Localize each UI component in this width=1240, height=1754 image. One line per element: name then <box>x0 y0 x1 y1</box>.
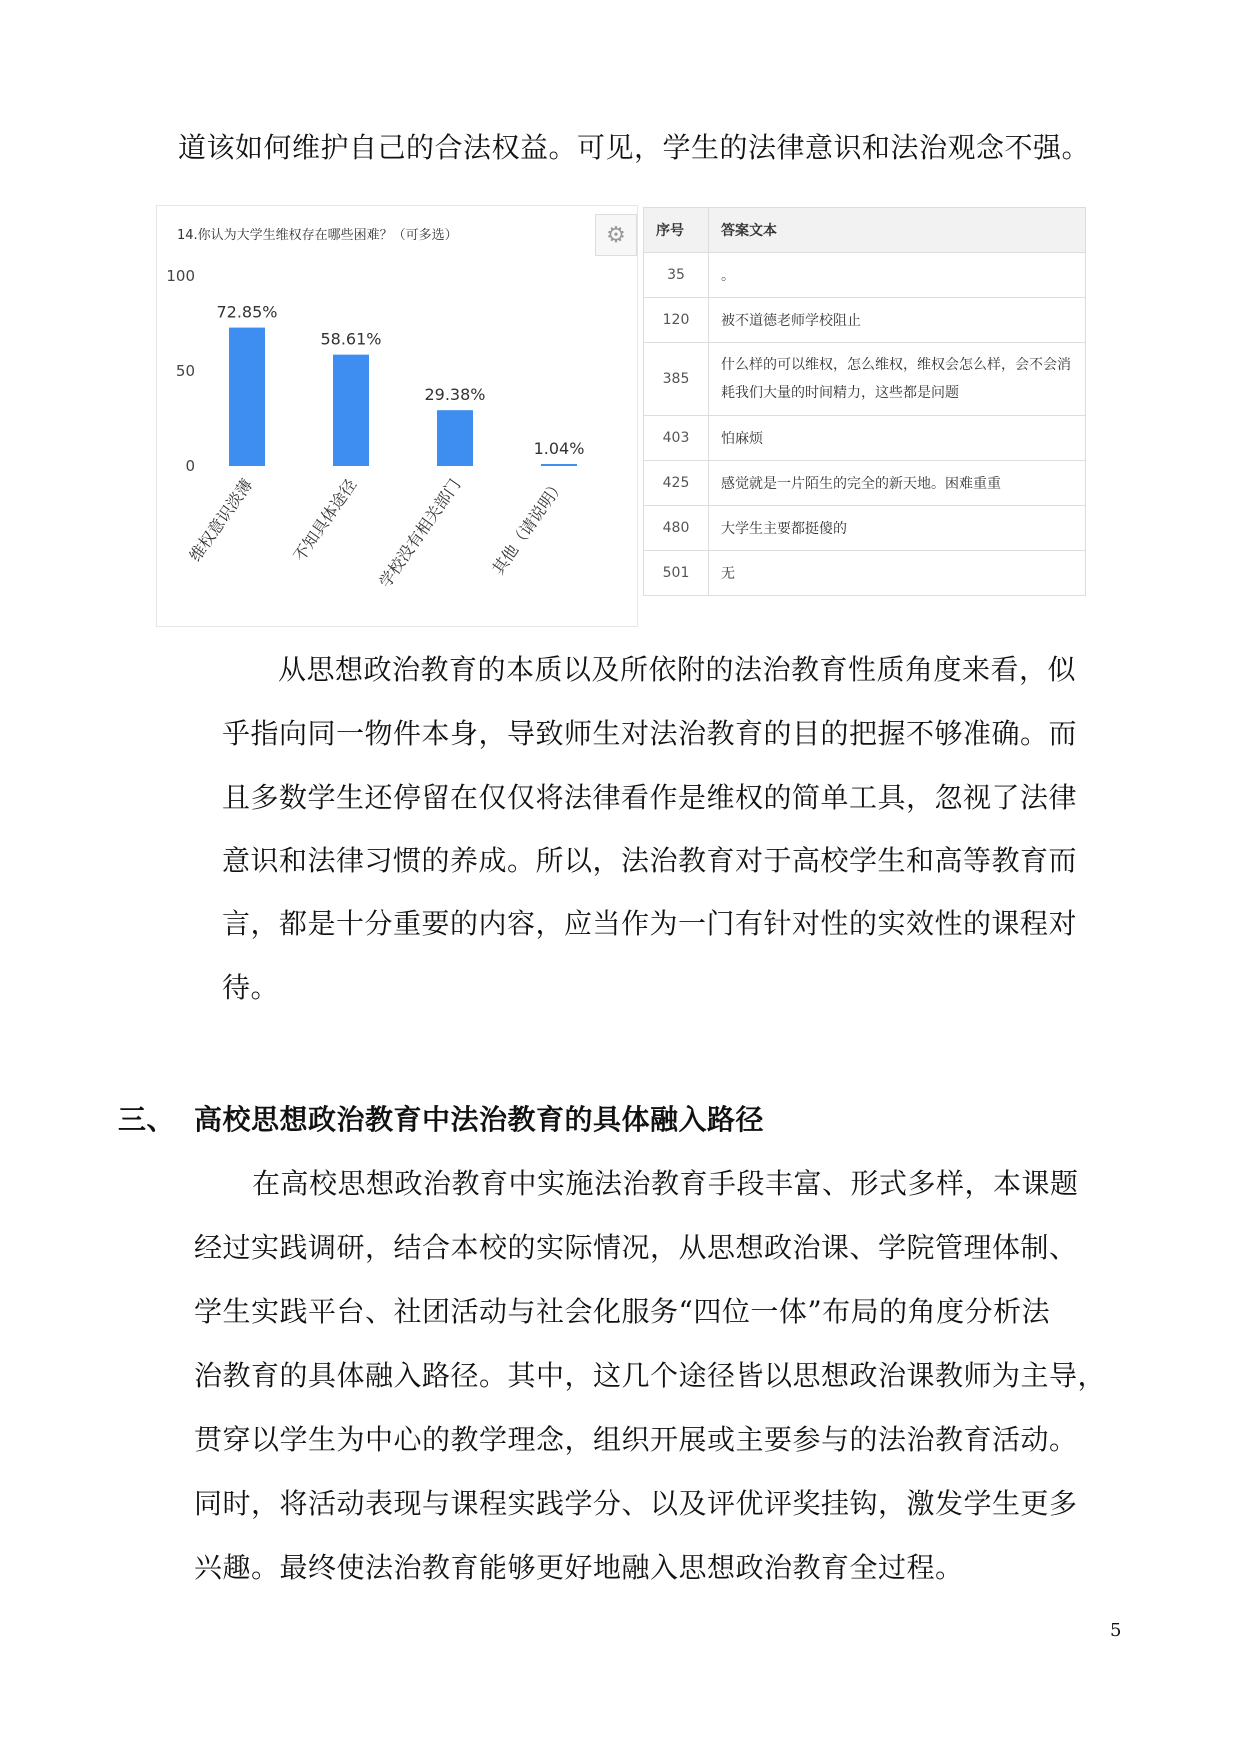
row-id: 425 <box>644 461 709 506</box>
row-id: 480 <box>644 506 709 551</box>
paragraph2-line-2: 经过实践调研，结合本校的实际情况，从思想政治课、学院管理体制、 <box>194 1231 1078 1264</box>
paragraph2-line-7: 兴趣。最终使法治教育能够更好地融入思想政治教育全过程。 <box>194 1551 964 1584</box>
row-text: 无 <box>709 551 1086 596</box>
table-row <box>644 461 1086 506</box>
bar <box>229 328 265 466</box>
row-text: 感觉就是一片陌生的完全的新天地。困难重重 <box>709 461 1086 506</box>
bar <box>437 410 473 466</box>
paragraph2-line-3: 学生实践平台、社团活动与社会化服务“四位一体”布局的角度分析法 <box>194 1295 1051 1328</box>
gear-icon[interactable]: ⚙ <box>595 214 637 256</box>
paragraph2-line-6: 同时，将活动表现与课程实践学分、以及评优评奖挂钩，激发学生更多 <box>194 1487 1078 1520</box>
category-label: 不知具体途径 <box>289 475 361 565</box>
paragraph1-line-4: 意识和法律习惯的养成。所以，法治教育对于高校学生和高等教育而 <box>222 844 1078 877</box>
chart-question: 14.你认为大学生维权存在哪些困难？（可多选） <box>177 228 458 243</box>
paragraph2-line-1: 在高校思想政治教育中实施法治教育手段丰富、形式多样，本课题 <box>252 1167 1079 1200</box>
row-text: 大学生主要都挺傻的 <box>709 506 1086 551</box>
row-text: 怕麻烦 <box>709 416 1086 461</box>
page-number: 5 <box>1110 1620 1122 1641</box>
bar-value-label: 72.85% <box>216 302 278 322</box>
column-header-text: 答案文本 <box>709 208 1086 253</box>
row-text: 被不道德老师学校阻止 <box>709 298 1086 343</box>
row-id: 501 <box>644 551 709 596</box>
bar-chart <box>157 206 637 626</box>
table-row <box>644 506 1086 551</box>
bar <box>333 355 369 466</box>
answer-table-panel <box>643 207 1086 596</box>
row-id: 403 <box>644 416 709 461</box>
section-number: 三、 <box>118 1103 176 1136</box>
paragraph1-line-6: 待。 <box>222 971 280 1004</box>
paragraph1-line-5: 言，都是十分重要的内容，应当作为一门有针对性的实效性的课程对 <box>222 907 1078 940</box>
table-row <box>644 343 1086 416</box>
y-tick-label: 0 <box>185 457 195 475</box>
section-title: 高校思想政治教育中法治教育的具体融入路径 <box>194 1103 765 1136</box>
bar-value-label: 1.04% <box>533 439 585 459</box>
bar-chart-panel <box>156 205 638 627</box>
row-text: 。 <box>709 253 1086 298</box>
row-id: 35 <box>644 253 709 298</box>
paragraph-top: 道该如何维护自己的合法权益。可见，学生的法律意识和法治观念不强。 <box>178 131 1091 164</box>
column-header-id: 序号 <box>644 208 709 253</box>
table-row <box>644 298 1086 343</box>
row-text: 什么样的可以维权，怎么维权，维权会怎么样，会不会消耗我们大量的时间精力，这些都是问题 <box>709 343 1086 416</box>
table-header-row <box>644 208 1086 253</box>
paragraph1-line-1: 从思想政治教育的本质以及所依附的法治教育性质角度来看，似 <box>278 653 1077 686</box>
row-id: 385 <box>644 343 709 416</box>
category-label: 学校没有相关部门 <box>375 475 465 592</box>
bar-value-label: 58.61% <box>320 329 382 349</box>
table-row <box>644 253 1086 298</box>
category-label: 其他（请说明） <box>488 475 569 579</box>
category-label: 维权意识淡薄 <box>185 475 257 565</box>
y-tick-label: 50 <box>175 362 195 380</box>
paragraph1-line-3: 且多数学生还停留在仅仅将法律看作是维权的简单工具，忽视了法律 <box>222 781 1078 814</box>
paragraph2-line-5: 贯穿以学生为中心的教学理念，组织开展或主要参与的法治教育活动。 <box>194 1423 1078 1456</box>
bar-value-label: 29.38% <box>424 385 486 405</box>
paragraph1-line-2: 乎指向同一物件本身，导致师生对法治教育的目的把握不够准确。而 <box>222 717 1078 750</box>
table-row <box>644 551 1086 596</box>
y-tick-label: 100 <box>166 267 195 285</box>
table-row <box>644 416 1086 461</box>
answer-table <box>643 207 1086 596</box>
row-id: 120 <box>644 298 709 343</box>
survey-figure <box>156 205 1086 625</box>
bar <box>541 464 577 466</box>
paragraph2-line-4: 治教育的具体融入路径。其中，这几个途径皆以思想政治课教师为主导， <box>194 1359 1107 1392</box>
